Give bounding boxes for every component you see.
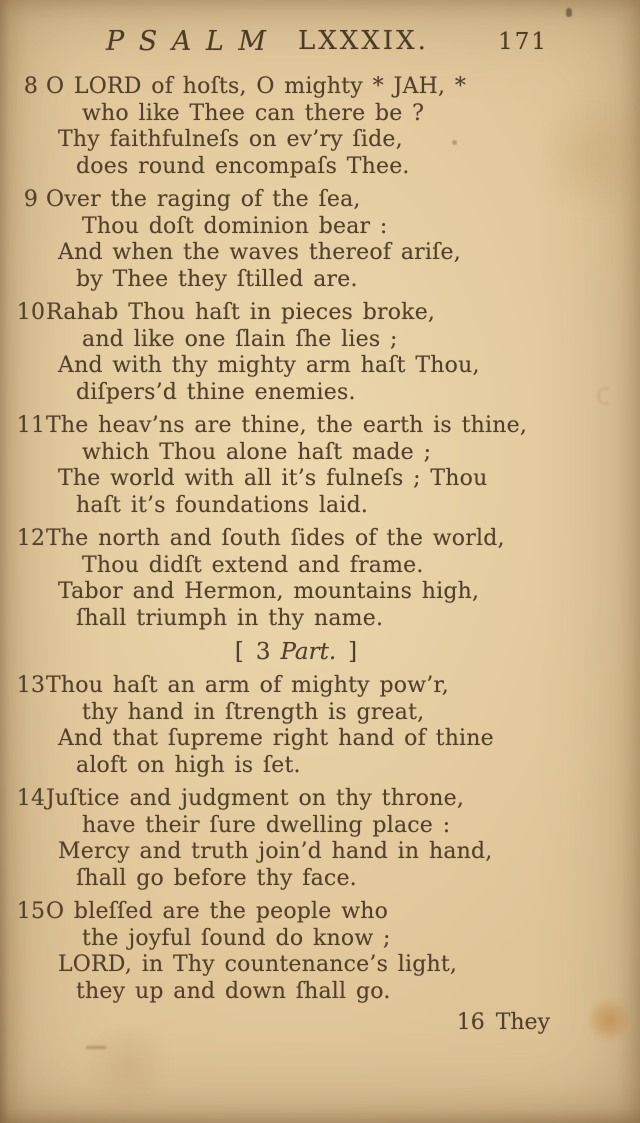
verse-line: who like Thee can there be ?: [82, 100, 425, 126]
part-divider: [46, 639, 546, 665]
paper-stain: [86, 1046, 106, 1049]
verse-line: [16, 74, 564, 101]
paper-speck: [598, 388, 609, 404]
psalm-chapter-number: LXXXIX.: [298, 26, 429, 56]
verse-line-text: O bleſſed are the people who: [46, 899, 389, 924]
verse-line: [16, 526, 564, 553]
verse-line: And when the waves thereof ariſe,: [58, 240, 461, 265]
catchword: 16 They: [456, 1010, 550, 1035]
verse-number: 13: [16, 673, 46, 698]
verse-line: LORD, in Thy countenance’s light,: [58, 952, 458, 977]
verse-line: and like one ſlain ſhe lies ;: [82, 326, 398, 352]
verse-14: [16, 786, 564, 892]
verse-number: 9: [23, 187, 39, 212]
verse-line: [16, 673, 564, 700]
verse-line: the joyful ſound do know ;: [82, 925, 391, 951]
psalm-title: P S A L M: [106, 26, 270, 57]
divider-close-bracket: ]: [348, 639, 358, 665]
verse-number: 11: [16, 413, 46, 438]
verse-line: Thy faithfulneſs on ev’ry ſide,: [58, 127, 403, 152]
verse-line: have their ſure dwelling place :: [82, 812, 451, 838]
verse-line-text: Thou haſt an arm of mighty pow’r,: [46, 673, 449, 698]
paper-stain: [78, 1028, 178, 1102]
verse-line: by Thee they ſtilled are.: [76, 266, 358, 292]
verse-line: they up and down ſhall go.: [76, 978, 391, 1004]
verse-line: thy hand in ſtrength is great,: [82, 699, 425, 725]
page-number: 171: [498, 29, 548, 55]
verse-line: [16, 413, 564, 440]
verse-line-text: Rahab Thou haſt in pieces broke,: [46, 300, 436, 325]
verse-15: [16, 899, 564, 1005]
verse-line: does round encompaſs Thee.: [76, 153, 410, 179]
verse-line: diſpers’d thine enemies.: [76, 379, 356, 405]
verse-line: aloft on high is ſet.: [76, 752, 301, 778]
paper-stain: [588, 1000, 630, 1040]
verse-line: Thou didſt extend and frame.: [82, 552, 424, 578]
verse-11: [16, 413, 564, 519]
verse-12: [16, 526, 564, 632]
verse-line: ſhall triumph in thy name.: [76, 605, 384, 631]
verse-line: ſhall go before thy face.: [76, 865, 357, 891]
psalm-text-block: [16, 74, 564, 1012]
verse-line: haſt it’s foundations laid.: [76, 492, 369, 518]
verse-line: And with thy mighty arm haſt Thou,: [58, 353, 480, 378]
divider-open-bracket: [: [234, 639, 244, 665]
verse-line-text: The heav’ns are thine, the earth is thine,: [46, 413, 528, 438]
part-number: 3: [255, 639, 271, 665]
verse-number: 8: [23, 74, 39, 99]
verse-line-text: O LORD of hoſts, O mighty * JAH, *: [46, 74, 467, 99]
verse-line: which Thou alone haſt made ;: [82, 439, 432, 465]
verse-line-text: The north and ſouth ſides of the world,: [46, 526, 505, 551]
paper-speck: [566, 8, 572, 17]
verse-number: 10: [16, 300, 46, 325]
verse-line: The world with all it’s fulneſs ; Thou: [58, 466, 488, 491]
verse-10: [16, 300, 564, 406]
verse-line: And that ſupreme right hand of thine: [58, 726, 494, 751]
verse-number: 12: [16, 526, 46, 551]
verse-9: [16, 187, 564, 293]
verse-line: [16, 899, 564, 926]
verse-line-text: Juſtice and judgment on thy throne,: [46, 786, 465, 811]
page-header: [0, 26, 640, 62]
verse-line: [16, 786, 564, 813]
verse-line-text: Over the raging of the ſea,: [46, 187, 361, 212]
verse-line: Mercy and truth join’d hand in hand,: [58, 839, 493, 864]
verse-line: Tabor and Hermon, mountains high,: [58, 579, 480, 604]
verse-8: [16, 74, 564, 180]
verse-line: Thou doſt dominion bear :: [82, 213, 388, 239]
verse-line: [16, 300, 564, 327]
verse-13: [16, 673, 564, 779]
verse-number: 15: [16, 899, 46, 924]
verse-number: 14: [16, 786, 46, 811]
part-label: Part.: [280, 639, 337, 665]
verse-line: [16, 187, 564, 214]
